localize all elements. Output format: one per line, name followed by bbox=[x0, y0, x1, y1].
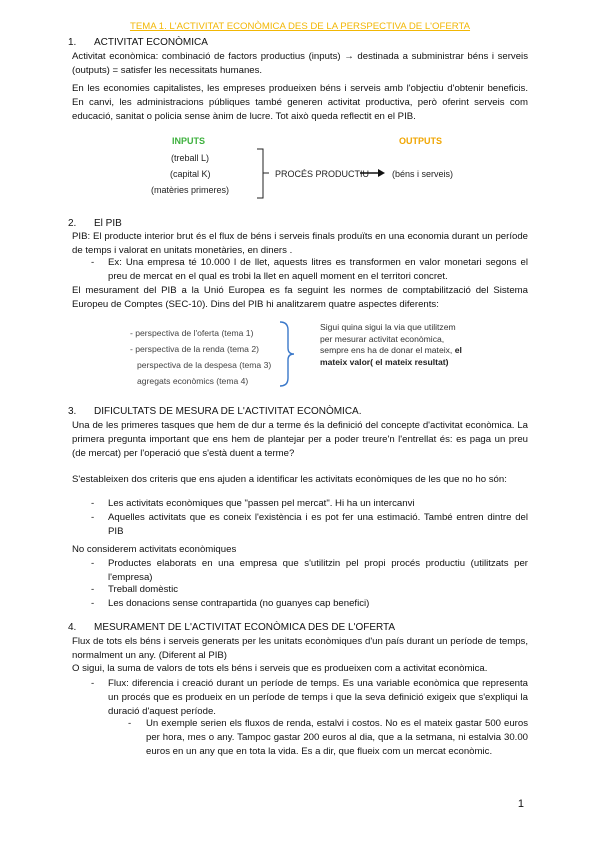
input-item: (matèries primeres) bbox=[151, 185, 230, 195]
perspective-item: agregats econòmics (tema 4) bbox=[137, 376, 249, 386]
list-item: - Ex: Una empresa té 10.000 l de llet, aquests litres es transformen en valor monetari segons el preu de mercat en el qual es trobi la llet en aquell moment en el territori concret. bbox=[91, 257, 528, 282]
input-item: (treball L) bbox=[171, 153, 210, 163]
section-title: ACTIVITAT ECONÒMICA bbox=[94, 37, 208, 48]
list-item-text: Productes elaborats en una empresa que s'utilitzin pel propi procés productiu (utilitzats per l'empresa) bbox=[108, 558, 528, 583]
curly-brace-icon bbox=[276, 320, 298, 388]
list-item: - Les activitats econòmiques que "passen pel mercat". Hi ha un intercanvi bbox=[91, 498, 415, 509]
list-item-text: Aquelles activitats que es coneix l'existència i es pot fer una estimació. També entren dintre del PIB bbox=[108, 512, 528, 537]
paragraph: En les economies capitalistes, les empreses produeixen béns i serveis amb l'objectiu d'obtenir beneficis. En canvi, les administracions públiques també generen activitat productiva, però oferint serveis com educació, sanitat o policia sense ànim de lucre. Tot això queda reflectit en el PIB. bbox=[72, 83, 528, 122]
paragraph: Activitat econòmica: combinació de factors productius (inputs) → destinada a subministrar béns i serveis (outputs) = satisfer les necessitats humanes. bbox=[72, 51, 528, 76]
list-item-text: Treball domèstic bbox=[108, 584, 179, 595]
list-item: - Treball domèstic bbox=[91, 584, 179, 595]
list-item: - Les donacions sense contrapartida (no guanyes cap benefici) bbox=[91, 598, 370, 609]
input-item: (capital K) bbox=[170, 169, 211, 179]
section-number: 1. bbox=[68, 37, 77, 48]
perspective-item: - perspectiva de la renda (tema 2) bbox=[130, 344, 259, 354]
perspective-note bbox=[320, 322, 470, 368]
section-title: MESURAMENT DE L'ACTIVITAT ECONÒMICA DES DE L'OFERTA bbox=[94, 622, 396, 633]
paragraph: Una de les primeres tasques que hem de dur a terme és la definició del concepte d'activitat econòmica. La primera pregunta important que ens hem de plantejar per a poder treure'n l'entrellat és: es paga un preu (de mercat) per l'operació que s'està duent a terme? bbox=[72, 420, 528, 459]
list-item-text: Ex: Una empresa té 10.000 l de llet, aquests litres es transformen en valor monetari segons el preu de mercat en el qual es trobi la llet en aquell moment en el territori concret. bbox=[108, 257, 528, 282]
section-number: 3. bbox=[68, 406, 77, 417]
paragraph: Flux de tots els béns i serveis generats per les unitats econòmiques d'un país durant un període de temps, normalment un any. (Diferent al PIB) bbox=[72, 636, 528, 661]
section-4-heading bbox=[68, 621, 396, 635]
list-item-text: Les donacions sense contrapartida (no guanyes cap benefici) bbox=[108, 598, 370, 609]
note-emphasis: el mateix valor( el mateix resultat) bbox=[320, 345, 462, 367]
list-item: - Aquelles activitats que es coneix l'existència i es pot fer una estimació. També entren dintre del PIB bbox=[91, 512, 528, 537]
list-item: - Flux: diferencia i creació durant un període de temps. Es una variable econòmica que representa un procés que es produeix en un període de temps i que la seva definició exigeix que s'expliqui la duració d'aquest període. bbox=[91, 678, 528, 717]
process-label: PROCÉS PRODUCTIU bbox=[275, 169, 370, 179]
perspective-item: - perspectiva de l'oferta (tema 1) bbox=[130, 328, 254, 338]
list-item: - Productes elaborats en una empresa que s'utilitzin pel propi procés productiu (utilitzats per l'empresa) bbox=[91, 558, 528, 583]
document-title: TEMA 1. L'ACTIVITAT ECONÒMICA DES DE LA PERSPECTIVA DE L'OFERTA bbox=[129, 21, 471, 32]
paragraph: O sigui, la suma de valors de tots els béns i serveis que es produeixen com a activitat econòmica. bbox=[72, 663, 488, 674]
arrow-right-icon bbox=[360, 168, 386, 178]
section-number: 4. bbox=[68, 622, 77, 633]
section-2-heading bbox=[68, 217, 122, 231]
list-item-text: Flux: diferencia i creació durant un període de temps. Es una variable econòmica que representa un procés que es produeix en un període de temps i que la seva definició exigeix que s'expliqui la duració d'aquest període. bbox=[108, 678, 528, 717]
note-text: Sigui quina sigui la via que utilitzem per mesurar activitat econòmica, sempre ens ha de donar el mateix, bbox=[320, 322, 456, 355]
output-item: (béns i serveis) bbox=[392, 169, 454, 179]
perspective-item: perspectiva de la despesa (tema 3) bbox=[137, 360, 272, 370]
bracket-icon bbox=[255, 148, 271, 200]
list-item-text: Les activitats econòmiques que "passen pel mercat". Hi ha un intercanvi bbox=[108, 498, 415, 509]
section-1-heading bbox=[68, 36, 208, 50]
sub-list-item: - Un exemple serien els fluxos de renda, estalvi i costos. No es el mateix gastar 500 euros per hora, mes o any. Tampoc gastar 200 euros al dia, que a la setmana, ni estalvia 30.00 euros en un any que en tota la vida. Es a dir, que flueix com un mercat econòmic. bbox=[128, 718, 528, 757]
paragraph: S'estableixen dos criteris que ens ajuden a identificar les activitats econòmiques de les que no ho són: bbox=[72, 474, 507, 485]
section-title: El PIB bbox=[94, 218, 122, 229]
paragraph: El mesurament del PIB a la Unió Europea es fa seguint les normes de comptabilització del Sistema Europeu de Comptes (SEC-10). Dins del PIB hi analitzarem quatre aspectes diferents: bbox=[72, 285, 528, 310]
section-number: 2. bbox=[68, 218, 77, 229]
paragraph: No considerem activitats econòmiques bbox=[72, 544, 237, 555]
inputs-label: INPUTS bbox=[172, 136, 206, 146]
section-title: DIFICULTATS DE MESURA DE L'ACTIVITAT ECONÒMICA. bbox=[94, 406, 362, 417]
section-3-heading bbox=[68, 405, 362, 419]
list-item-text: Un exemple serien els fluxos de renda, estalvi i costos. No es el mateix gastar 500 euros per hora, mes o any. Tampoc gastar 200 euros al dia, que a la setmana, ni estalvia 30.00 euros en un any que en tota la vida. Es a dir, que flueix com un mercat econòmic. bbox=[146, 718, 528, 757]
page-number: 1 bbox=[517, 798, 524, 810]
paragraph: PIB: El producte interior brut és el flux de béns i serveis finals produïts en una economia durant un període de temps i valorat en unitats monetàries, en diners . bbox=[72, 231, 528, 256]
outputs-label: OUTPUTS bbox=[399, 136, 443, 146]
